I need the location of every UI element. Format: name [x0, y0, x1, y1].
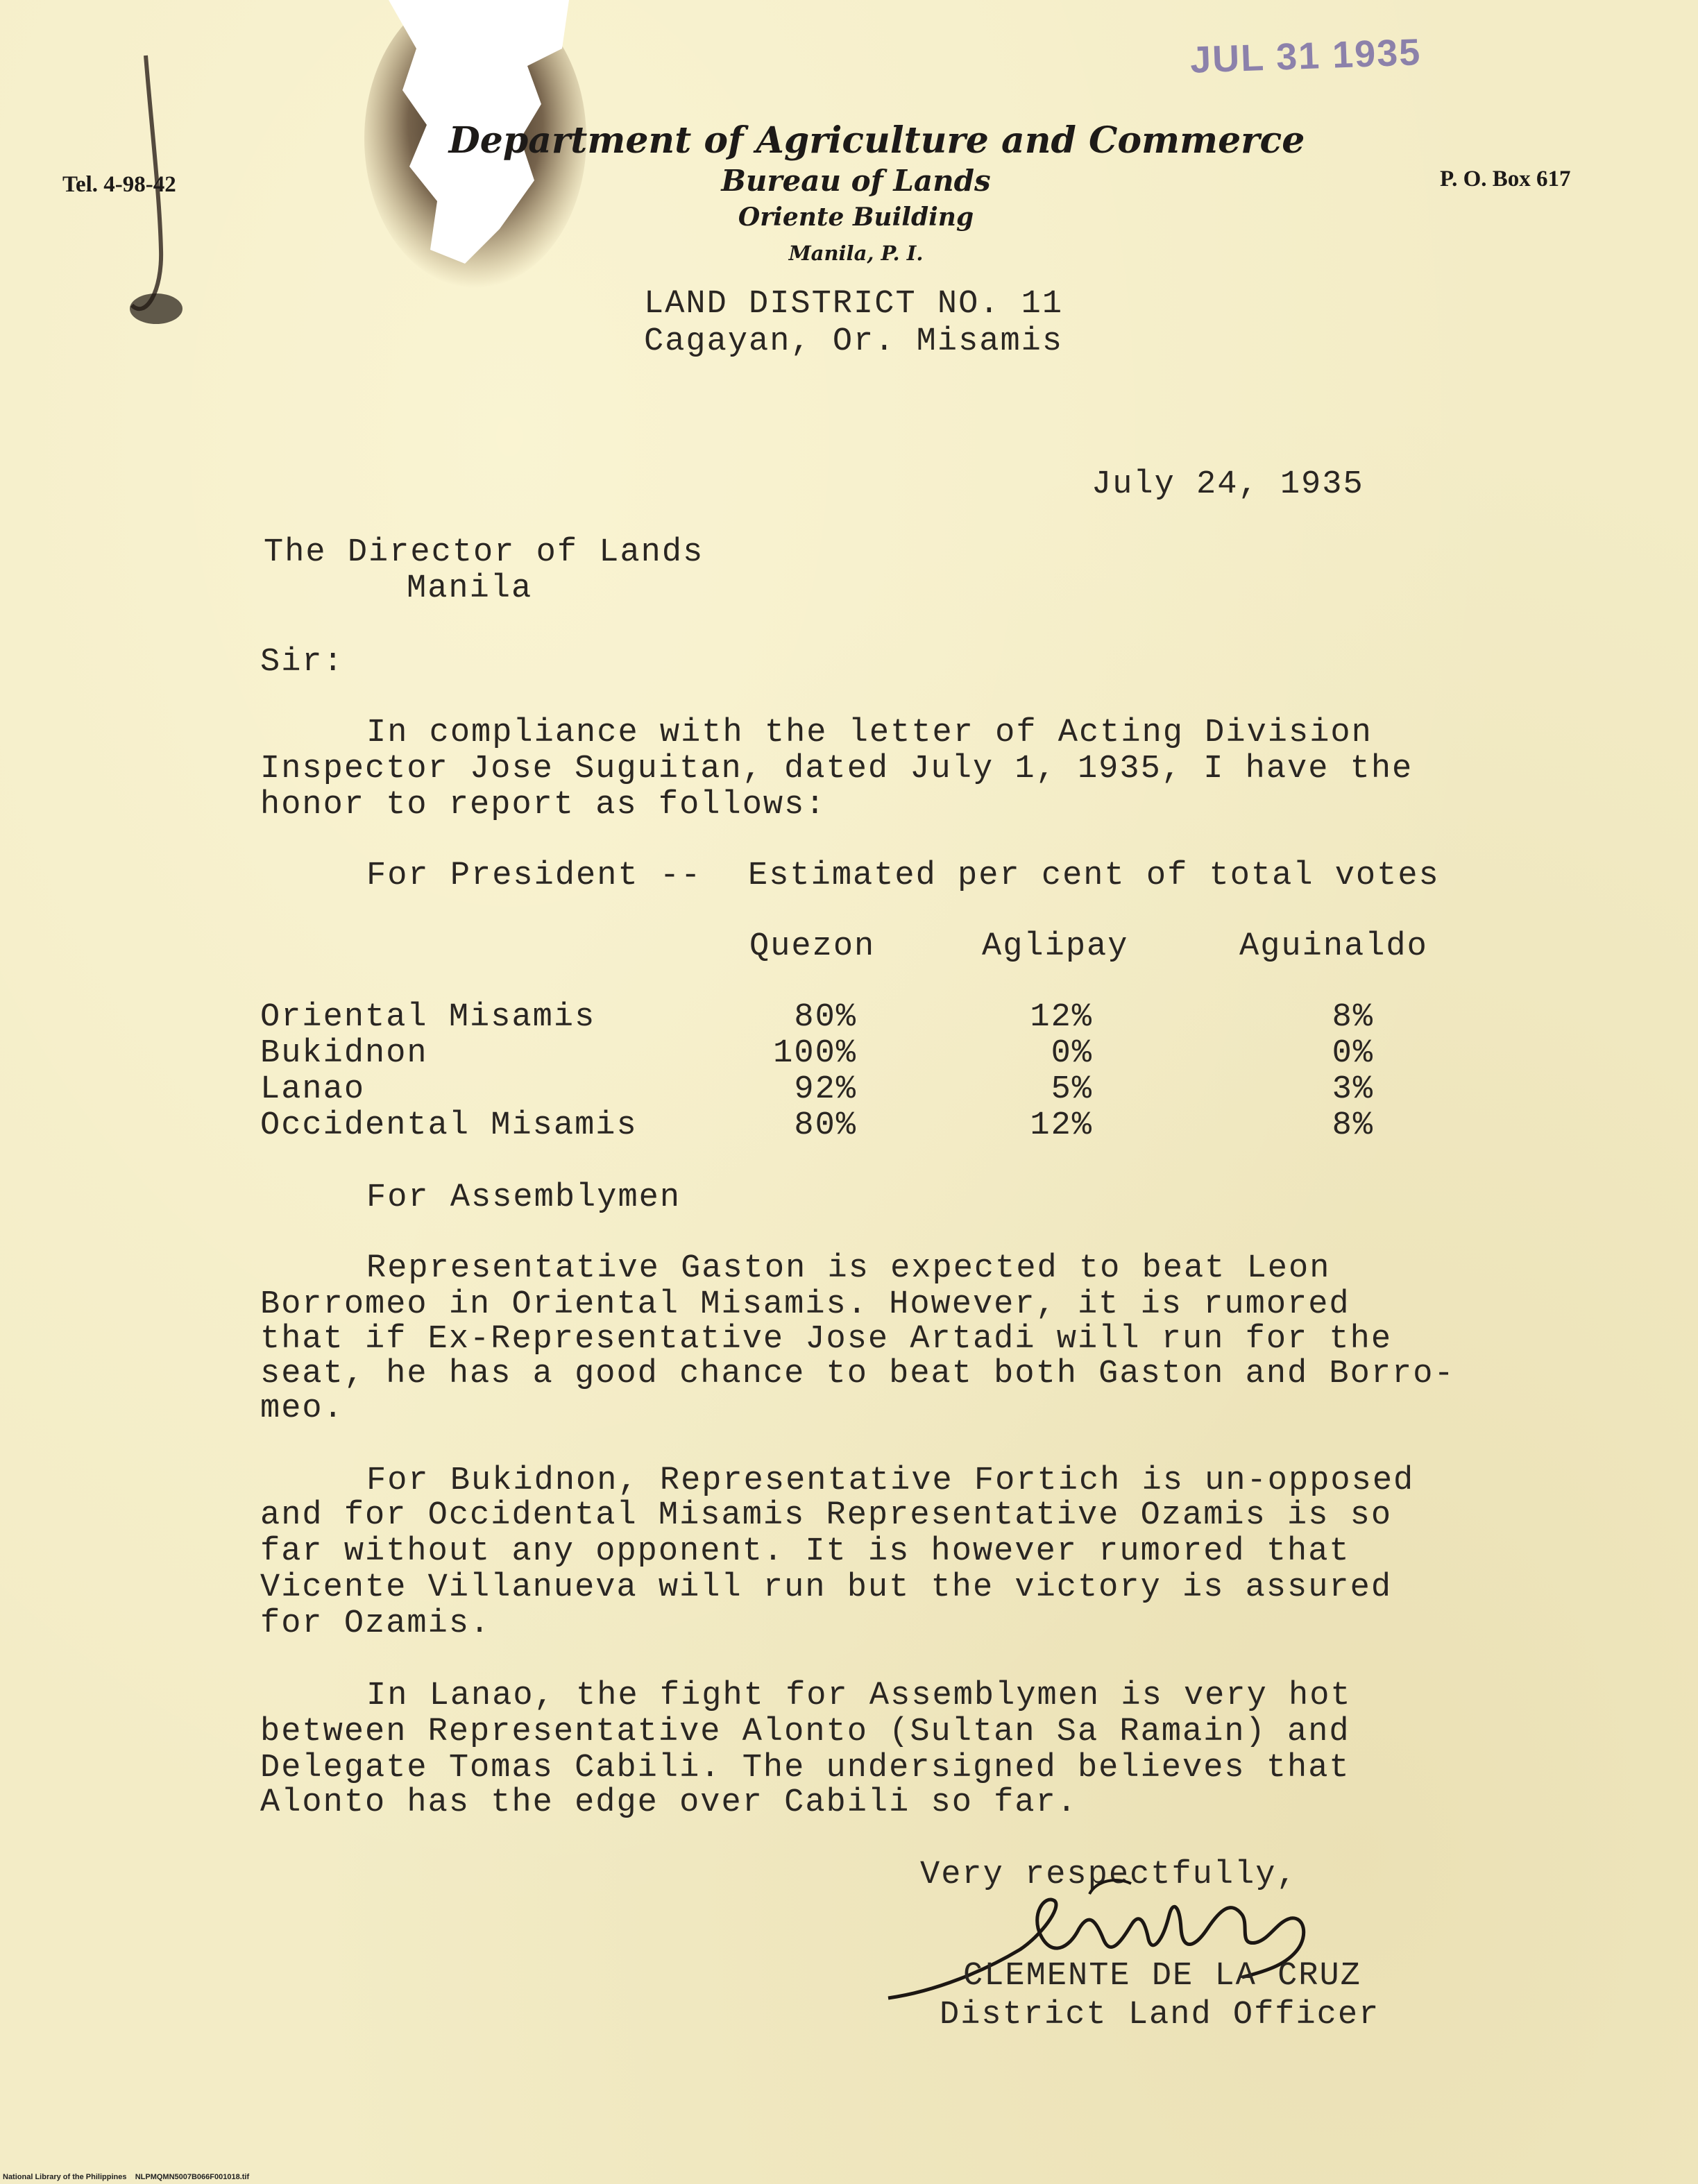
- signatory-title: District Land Officer: [940, 1997, 1380, 2033]
- po-box: P. O. Box 617: [1440, 167, 1571, 191]
- table-row-province: Lanao: [260, 1071, 366, 1108]
- archive-footer: National Library of the Philippines NLPMQMN5007B066F001018.tif: [3, 2173, 250, 2181]
- addressee-title: The Director of Lands: [264, 534, 704, 571]
- land-district: LAND DISTRICT NO. 11: [644, 286, 1064, 323]
- received-date-stamp: JUL 31 1935: [1189, 31, 1423, 81]
- table-cell: 8%: [1332, 1107, 1374, 1144]
- intro-line: honor to report as follows:: [260, 787, 826, 824]
- table-cell: 8%: [1332, 999, 1374, 1036]
- district-location: Cagayan, Or. Misamis: [644, 323, 1064, 360]
- table-row-province: Bukidnon: [260, 1035, 428, 1072]
- telephone-number: Tel. 4-98-42: [62, 172, 176, 197]
- table-cell: 0%: [1332, 1035, 1374, 1072]
- department-name: Department of Agriculture and Commerce: [448, 119, 1305, 162]
- paragraph-line: far without any opponent. It is however rumored that: [260, 1533, 1350, 1570]
- table-heading-left: For President --: [366, 858, 702, 894]
- table-row-province: Oriental Misamis: [260, 999, 596, 1036]
- assemblymen-heading: For Assemblymen: [366, 1179, 681, 1216]
- column-header: Aglipay: [982, 928, 1129, 965]
- column-header: Aguinaldo: [1239, 928, 1428, 965]
- bureau-name: Bureau of Lands: [721, 164, 991, 198]
- column-header: Quezon: [749, 928, 876, 965]
- table-cell: 80%: [794, 1107, 857, 1144]
- table-cell: 80%: [794, 999, 857, 1036]
- paragraph-line: Vicente Villanueva will run but the victory is assured: [260, 1569, 1393, 1606]
- paragraph-line: In Lanao, the fight for Assemblymen is very hot: [366, 1678, 1352, 1714]
- paragraph-line: for Ozamis.: [260, 1605, 491, 1642]
- paragraph-line: that if Ex-Representative Jose Artadi will run for the: [260, 1321, 1393, 1358]
- table-cell: 0%: [1051, 1035, 1093, 1072]
- paragraph-line: For Bukidnon, Representative Fortich is un-opposed: [366, 1462, 1415, 1499]
- paragraph-line: Delegate Tomas Cabili. The undersigned believes that: [260, 1750, 1350, 1786]
- table-cell: 3%: [1332, 1071, 1374, 1108]
- city-name: Manila, P. I.: [788, 241, 924, 265]
- closing: Very respectfully,: [920, 1857, 1298, 1893]
- signatory-name: CLEMENTE DE LA CRUZ: [963, 1958, 1361, 1995]
- table-cell: 100%: [773, 1035, 857, 1072]
- paragraph-line: Representative Gaston is expected to beat Leon: [366, 1250, 1331, 1287]
- paragraph-line: and for Occidental Misamis Representative Ozamis is so: [260, 1497, 1393, 1534]
- intro-line: In compliance with the letter of Acting Division: [366, 715, 1373, 751]
- table-cell: 12%: [1030, 1107, 1093, 1144]
- table-heading-right: Estimated per cent of total votes: [748, 858, 1440, 894]
- paragraph-line: Alonto has the edge over Cabili so far.: [260, 1784, 1078, 1821]
- paragraph-line: meo.: [260, 1390, 344, 1427]
- intro-line: Inspector Jose Suguitan, dated July 1, 1935, I have the: [260, 751, 1413, 787]
- addressee-city: Manila: [407, 570, 533, 607]
- paragraph-line: between Representative Alonto (Sultan Sa Ramain) and: [260, 1714, 1350, 1750]
- table-cell: 12%: [1030, 999, 1093, 1036]
- paragraph-line: seat, he has a good chance to beat both Gaston and Borro-: [260, 1356, 1455, 1392]
- table-cell: 92%: [794, 1071, 857, 1108]
- table-cell: 5%: [1051, 1071, 1093, 1108]
- salutation: Sir:: [260, 644, 344, 681]
- table-row-province: Occidental Misamis: [260, 1107, 638, 1144]
- paragraph-line: Borromeo in Oriental Misamis. However, it is rumored: [260, 1286, 1350, 1323]
- building-name: Oriente Building: [738, 203, 974, 232]
- letter-date: July 24, 1935: [1092, 466, 1364, 503]
